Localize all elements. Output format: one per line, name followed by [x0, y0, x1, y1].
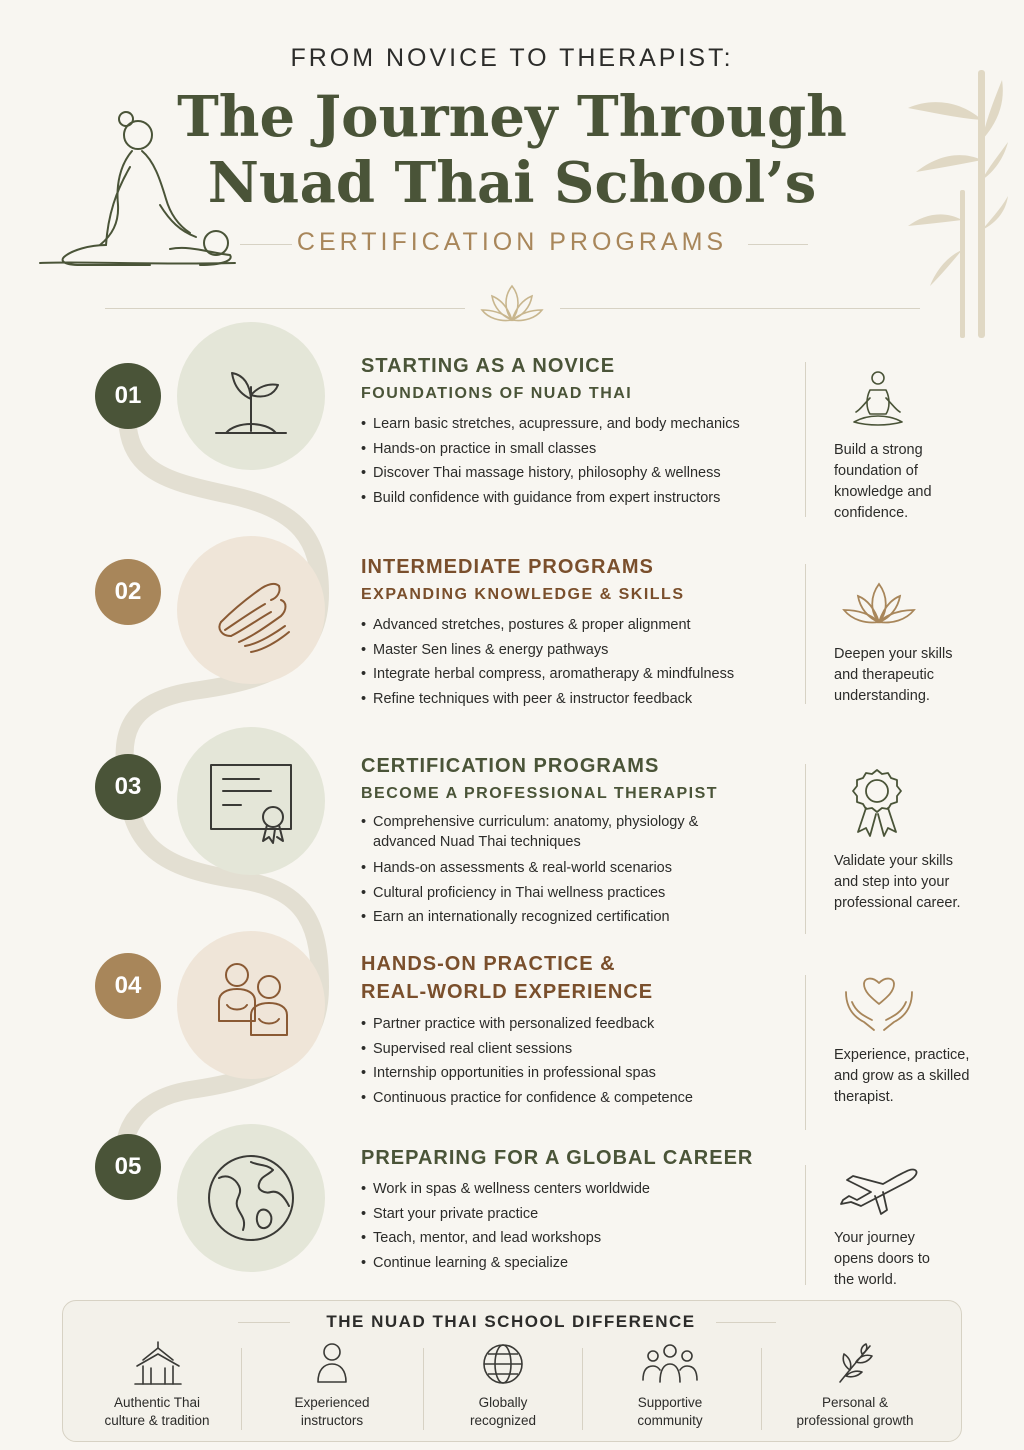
title-line-1: The Journey Through: [177, 84, 847, 150]
airplane-icon: [835, 1164, 921, 1220]
list-item: • Continuous practice for confidence & competence: [361, 1086, 791, 1111]
step-side-text: Experience, practice, and grow as a skilled therapist.: [834, 1047, 970, 1105]
difference-item-line: community: [637, 1413, 703, 1428]
list-item: • Teach, mentor, and lead workshops: [361, 1226, 791, 1251]
header-divider-right: [560, 308, 920, 309]
bamboo-illustration: [890, 60, 1010, 340]
step-icon-circle: [177, 727, 325, 875]
sprout-icon: [206, 351, 296, 441]
column-divider: [805, 362, 806, 517]
community-icon: [641, 1342, 699, 1384]
difference-item-label: [428, 1394, 578, 1430]
list-item: • Cultural proficiency in Thai wellness practices: [361, 881, 731, 906]
people-icon: [201, 955, 301, 1055]
step-title: PREPARING FOR A GLOBAL CAREER: [361, 1147, 754, 1169]
list-item: • Hands-on practice in small classes: [361, 437, 791, 462]
heart-hands-icon: [842, 972, 916, 1036]
hands-icon: [201, 560, 301, 660]
kicker-heading: FROM NOVICE TO THERAPIST:: [290, 44, 734, 72]
difference-item-line: Personal &: [821, 1395, 889, 1410]
step-bullet-list: [361, 613, 791, 711]
list-item: • Earn an internationally recognized certification: [361, 905, 731, 930]
temple-icon: [133, 1340, 183, 1388]
list-item: • Hands-on assessments & real-world scenarios: [361, 856, 731, 881]
difference-item-label: [595, 1394, 745, 1430]
difference-divider: [241, 1348, 242, 1430]
step-number-badge: 02: [95, 559, 161, 625]
step-side-text: Your journey opens doors to the world.: [834, 1230, 930, 1288]
column-divider: [805, 975, 806, 1130]
title-line-2: Nuad Thai School’s: [207, 150, 817, 216]
difference-item-line: Supportive: [637, 1395, 703, 1410]
globe-icon: [201, 1148, 301, 1248]
step-title-line: HANDS-ON PRACTICE &: [361, 953, 616, 975]
difference-item-line: Experienced: [294, 1395, 370, 1410]
difference-item-line: instructors: [300, 1413, 364, 1428]
step-icon-circle: [177, 1124, 325, 1272]
list-item: • Build confidence with guidance from expert instructors: [361, 486, 791, 511]
page-subtitle: CERTIFICATION PROGRAMS: [296, 228, 728, 256]
step-subtitle: FOUNDATIONS OF NUAD THAI: [361, 385, 633, 402]
difference-item-label: [780, 1394, 930, 1430]
column-divider: [805, 1165, 806, 1285]
list-item: • Integrate herbal compress, aromatherapy & mindfulness: [361, 662, 791, 687]
step-bullet-list: [361, 1177, 791, 1275]
difference-item-line: professional growth: [796, 1413, 914, 1428]
certificate-icon: [201, 751, 301, 851]
step-bullet-list: [361, 412, 791, 510]
difference-item-label: [257, 1394, 407, 1430]
meditation-icon: [848, 368, 908, 430]
step-number-badge: 03: [95, 754, 161, 820]
step-icon-circle: [177, 322, 325, 470]
lotus-divider-icon: [478, 280, 546, 324]
difference-divider: [582, 1348, 583, 1430]
column-divider: [805, 764, 806, 934]
list-item: • Internship opportunities in professional spas: [361, 1061, 791, 1086]
list-item: • Continue learning & specialize: [361, 1251, 791, 1276]
step-title: [361, 950, 653, 1006]
list-item: • Master Sen lines & energy pathways: [361, 638, 791, 663]
step-side-text: Deepen your skills and therapeutic understanding.: [834, 646, 953, 704]
step-title-line: REAL-WORLD EXPERIENCE: [361, 981, 654, 1003]
list-item: • Work in spas & wellness centers worldwide: [361, 1177, 791, 1202]
difference-item-label: [82, 1394, 232, 1430]
list-item: • Refine techniques with peer & instructor feedback: [361, 687, 791, 712]
difference-divider: [761, 1348, 762, 1430]
difference-item-line: recognized: [469, 1413, 537, 1428]
globe-icon: [481, 1342, 525, 1386]
award-ribbon-icon: [846, 766, 908, 842]
step-icon-circle: [177, 536, 325, 684]
leaf-branch-icon: [834, 1342, 876, 1386]
step-side-text: Validate your skills and step into your professional career.: [834, 853, 961, 911]
step-icon-circle: [177, 931, 325, 1079]
list-item: • Discover Thai massage history, philosophy & wellness: [361, 461, 791, 486]
list-item: • Advanced stretches, postures & proper alignment: [361, 613, 791, 638]
list-item: • Comprehensive curriculum: anatomy, physiology & advanced Nuad Thai techniques: [361, 812, 731, 852]
step-bullet-list: [361, 812, 731, 930]
difference-divider: [423, 1348, 424, 1430]
difference-title: THE NUAD THAI SCHOOL DIFFERENCE: [326, 1312, 696, 1331]
list-item: • Partner practice with personalized feedback: [361, 1012, 791, 1037]
difference-item-line: Globally: [478, 1395, 528, 1410]
list-item: • Start your private practice: [361, 1202, 791, 1227]
difference-rule-right: [716, 1322, 776, 1323]
list-item: • Supervised real client sessions: [361, 1037, 791, 1062]
step-bullet-list: [361, 1012, 791, 1110]
step-number-badge: 05: [95, 1134, 161, 1200]
step-number-badge: 01: [95, 363, 161, 429]
step-side-text: Build a strong foundation of knowledge and confidence.: [834, 442, 932, 521]
step-subtitle: BECOME A PROFESSIONAL THERAPIST: [361, 785, 719, 802]
step-title: CERTIFICATION PROGRAMS: [361, 755, 660, 777]
difference-item-line: culture & tradition: [104, 1413, 210, 1428]
step-number-badge: 04: [95, 953, 161, 1019]
list-item: • Learn basic stretches, acupressure, and body mechanics: [361, 412, 791, 437]
instructor-icon: [314, 1342, 350, 1386]
step-subtitle: EXPANDING KNOWLEDGE & SKILLS: [361, 586, 685, 603]
step-title: STARTING AS A NOVICE: [361, 355, 616, 377]
difference-item-line: Authentic Thai: [113, 1395, 201, 1410]
lotus-icon: [840, 578, 918, 628]
subtitle-rule-right: [748, 244, 808, 245]
column-divider: [805, 564, 806, 704]
step-title: INTERMEDIATE PROGRAMS: [361, 556, 654, 578]
